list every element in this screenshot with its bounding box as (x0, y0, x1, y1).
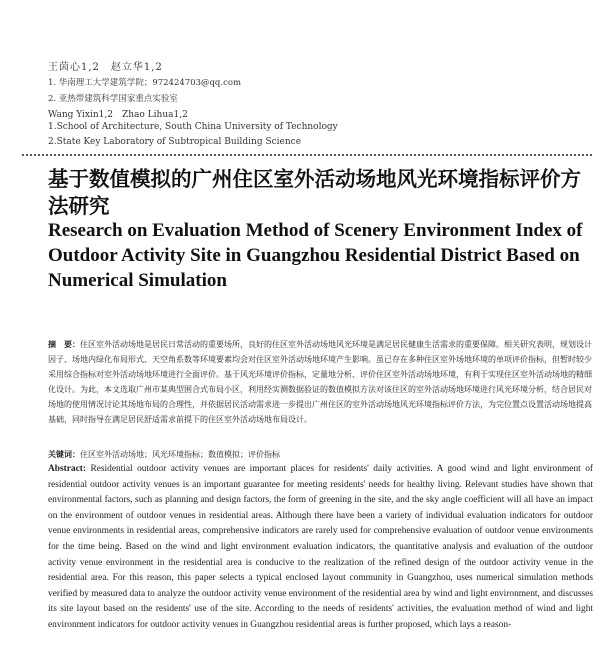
abstract-en-text: Residential outdoor activity venues are important places for residents' daily activities. A good wind and light environment of residential outdoor activity venues is an important guarantee for meeting residents' needs for healthy living. Relevant studies have shown that environmental factors, such as planning and design factors, the form of greening in the site, and the sky angle coefficient will all have an impact on the environment of outdoor venues in residential areas. Although there have been a variety of individual evaluation indicators for outdoor venue environments in residential areas, comprehensive indicators are rarely used for comprehensive evaluation of outdoor venue environments for the time being. Based on the wind and light environment evaluation indicators, the quantitative analysis and evaluation of the outdoor activity venue environment in the residential area is conducive to the realization of the refined design of the outdoor activity venue in the residential area. For this reason, this paper selects a typical enclosed layout community in Guangzhou, uses numerical simulation methods verified by measured data to analyze the outdoor activity venue environment of the residential area by wind and light environment, and discusses its site layout based on the residents' use of the site. According to the needs of residents' activities, the evaluation method of wind and light environment indicators for outdoor activity venues in Guangzhou residential areas is further proposed, which lays a reason- (48, 464, 593, 630)
abstract-en-label: Abstract: (48, 464, 87, 474)
keywords-cn (48, 449, 593, 460)
abstract-en (48, 462, 593, 634)
author-line-cn: 王茵心1,2 赵立华1,2 (48, 62, 163, 73)
abstract-cn-text: 住区室外活动场地是居民日常活动的重要场所，良好的住区室外活动场地风光环境是满足居民健康生活需求的重要保障。相关研究表明，规划设计因子、场地内绿化布局形式、天空角系数等环境要素均会对住区室外活动场地环境产生影响。虽已存在多种住区室外场地环境的单项评价指标，但暂时较少采用综合指标对室外活动场地环境进行全面评价。基于风光环境评价指标，定量地分析、评价住区室外活动场地环境，有利于实现住区室外活动场地的精细化设计。为此，本文选取广州市某典型围合式布局小区，利用经实测数据验证的数值模拟方法对该住区的室外活动场地环境进行风光环境分析，结合居民对场地的使用情况讨论其场地布局的合理性，并依据居民活动需求进一步提出广州住区的室外活动场地风光环境指标评价方法，为完位置点设置活动场地提高基础，同时指导在满足居民舒适需求前提下的住区室外活动场地布局设计。 (48, 340, 592, 424)
header-divider (22, 154, 592, 156)
title-cn: 基于数值模拟的广州住区室外活动场地风光环境指标评价方法研究 (48, 167, 581, 218)
affiliation-en-2: 2.State Key Laboratory of Subtropical Building Science (48, 137, 302, 147)
affiliation-cn-1: 1. 华南理工大学建筑学院；972424703@qq.com (48, 78, 242, 88)
keywords-cn-label: 关键词： (48, 450, 80, 459)
abstract-cn (48, 337, 593, 427)
abstract-cn-label: 摘 要： (48, 340, 80, 349)
title-en: Research on Evaluation Method of Scenery Environment Index of Outdoor Activity Site in Guangzhou Residential District Based on Numerical Simulation (48, 220, 583, 291)
author-line-en: Wang Yixin1,2 Zhao Lihua1,2 (48, 110, 188, 120)
keywords-cn-text: 住区室外活动场地；风光环境指标；数值模拟；评价指标 (80, 450, 280, 459)
affiliation-cn-2: 2. 亚热带建筑科学国家重点实验室 (48, 94, 178, 104)
affiliation-en-1: 1.School of Architecture, South China University of Technology (48, 122, 338, 132)
